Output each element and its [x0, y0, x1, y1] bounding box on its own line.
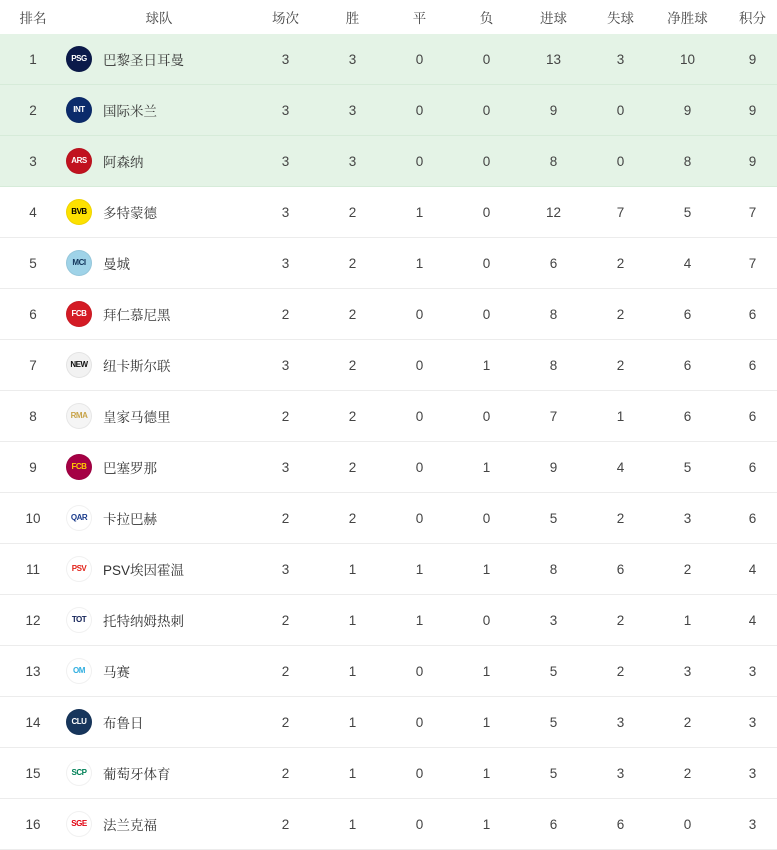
cell-win: 2 — [319, 187, 386, 238]
crest-label: BVB — [71, 207, 87, 216]
cell-loss: 1 — [453, 799, 520, 850]
header-row — [0, 0, 777, 34]
cell-goals-against: 0 — [587, 85, 654, 136]
cell-team[interactable] — [66, 799, 252, 850]
cell-draw: 0 — [386, 289, 453, 340]
crest-label: PSV — [71, 564, 87, 573]
table-row[interactable] — [0, 493, 777, 544]
team-name: 多特蒙德 — [103, 206, 157, 221]
cell-points: 7 — [721, 238, 777, 289]
table-row[interactable] — [0, 799, 777, 850]
cell-goal-diff: 2 — [654, 748, 721, 799]
cell-played: 3 — [252, 442, 319, 493]
cell-goal-diff: 8 — [654, 136, 721, 187]
inter-crest — [66, 97, 92, 123]
cell-goals-for: 5 — [520, 697, 587, 748]
cell-loss: 1 — [453, 442, 520, 493]
cell-rank: 1 — [0, 34, 66, 85]
cell-win: 1 — [319, 697, 386, 748]
team-name: 皇家马德里 — [103, 410, 171, 425]
cell-team[interactable] — [66, 697, 252, 748]
team-cell — [66, 505, 252, 531]
cell-draw: 0 — [386, 697, 453, 748]
qarabag-crest — [66, 505, 92, 531]
cell-goals-against: 2 — [587, 595, 654, 646]
table-row[interactable] — [0, 289, 777, 340]
cell-goal-diff: 2 — [654, 544, 721, 595]
frankfurt-crest — [66, 811, 92, 837]
cell-rank: 13 — [0, 646, 66, 697]
cell-rank: 7 — [0, 340, 66, 391]
table-row[interactable] — [0, 442, 777, 493]
cell-points: 9 — [721, 34, 777, 85]
cell-draw: 1 — [386, 544, 453, 595]
cell-win: 1 — [319, 646, 386, 697]
team-name: 法兰克福 — [103, 818, 157, 833]
cell-loss: 0 — [453, 595, 520, 646]
table-row[interactable] — [0, 646, 777, 697]
cell-team[interactable] — [66, 34, 252, 85]
cell-rank: 12 — [0, 595, 66, 646]
cell-draw: 0 — [386, 799, 453, 850]
cell-points: 3 — [721, 748, 777, 799]
cell-played: 2 — [252, 646, 319, 697]
team-name: 巴塞罗那 — [103, 461, 157, 476]
cell-played: 3 — [252, 544, 319, 595]
cell-draw: 1 — [386, 187, 453, 238]
cell-rank: 2 — [0, 85, 66, 136]
cell-points: 4 — [721, 544, 777, 595]
cell-draw: 0 — [386, 646, 453, 697]
table-row[interactable] — [0, 85, 777, 136]
team-cell — [66, 709, 252, 735]
cell-points: 3 — [721, 799, 777, 850]
column-header-rank: 排名 — [0, 0, 66, 34]
column-header-goal-diff: 净胜球 — [654, 0, 721, 34]
table-row[interactable] — [0, 136, 777, 187]
cell-goals-for: 8 — [520, 544, 587, 595]
team-name: 马赛 — [103, 665, 130, 680]
column-header-played: 场次 — [252, 0, 319, 34]
team-cell — [66, 658, 252, 684]
table-row[interactable] — [0, 748, 777, 799]
cell-team[interactable] — [66, 391, 252, 442]
cell-played: 2 — [252, 595, 319, 646]
crest-label: FCB — [71, 462, 87, 471]
team-name: 曼城 — [103, 257, 130, 272]
table-row[interactable] — [0, 544, 777, 595]
cell-rank: 9 — [0, 442, 66, 493]
crest-label: SCP — [71, 768, 87, 777]
cell-played: 2 — [252, 748, 319, 799]
cell-win: 1 — [319, 748, 386, 799]
column-header-team: 球队 — [66, 0, 252, 34]
cell-goals-for: 9 — [520, 85, 587, 136]
team-cell — [66, 403, 252, 429]
team-name: 国际米兰 — [103, 104, 157, 119]
cell-goal-diff: 5 — [654, 187, 721, 238]
cell-loss: 1 — [453, 646, 520, 697]
cell-goal-diff: 6 — [654, 289, 721, 340]
cell-goals-against: 3 — [587, 34, 654, 85]
table-row[interactable] — [0, 340, 777, 391]
team-cell — [66, 454, 252, 480]
cell-points: 6 — [721, 442, 777, 493]
column-header-draw: 平 — [386, 0, 453, 34]
arsenal-crest — [66, 148, 92, 174]
cell-goals-for: 8 — [520, 136, 587, 187]
cell-rank: 16 — [0, 799, 66, 850]
cell-team[interactable] — [66, 493, 252, 544]
cell-goal-diff: 3 — [654, 493, 721, 544]
cell-goals-against: 6 — [587, 799, 654, 850]
team-name: 阿森纳 — [103, 155, 144, 170]
cell-team[interactable] — [66, 238, 252, 289]
cell-rank: 5 — [0, 238, 66, 289]
cell-rank: 3 — [0, 136, 66, 187]
cell-draw: 0 — [386, 340, 453, 391]
team-name: 拜仁慕尼黑 — [103, 308, 171, 323]
cell-loss: 0 — [453, 187, 520, 238]
cell-goals-against: 2 — [587, 646, 654, 697]
crest-label: CLU — [71, 717, 87, 726]
cell-played: 2 — [252, 391, 319, 442]
cell-loss: 0 — [453, 238, 520, 289]
cell-played: 3 — [252, 340, 319, 391]
team-cell — [66, 250, 252, 276]
cell-goals-for: 5 — [520, 748, 587, 799]
cell-draw: 1 — [386, 595, 453, 646]
table-body — [0, 34, 777, 850]
cell-goal-diff: 3 — [654, 646, 721, 697]
cell-points: 9 — [721, 85, 777, 136]
crest-label: SGE — [71, 819, 87, 828]
cell-team[interactable] — [66, 748, 252, 799]
cell-goal-diff: 10 — [654, 34, 721, 85]
cell-points: 7 — [721, 187, 777, 238]
cell-draw: 0 — [386, 442, 453, 493]
cell-loss: 1 — [453, 340, 520, 391]
cell-played: 3 — [252, 34, 319, 85]
cell-team[interactable] — [66, 85, 252, 136]
cell-points: 3 — [721, 697, 777, 748]
table-row[interactable] — [0, 238, 777, 289]
team-cell — [66, 556, 252, 582]
cell-draw: 0 — [386, 136, 453, 187]
cell-goals-against: 7 — [587, 187, 654, 238]
column-header-loss: 负 — [453, 0, 520, 34]
cell-goals-against: 3 — [587, 697, 654, 748]
column-header-goals-against: 失球 — [587, 0, 654, 34]
psg-crest — [66, 46, 92, 72]
cell-goals-against: 2 — [587, 289, 654, 340]
team-name: 托特纳姆热刺 — [103, 614, 184, 629]
crest-label: NEW — [70, 360, 88, 369]
crest-label: ARS — [71, 156, 87, 165]
cell-win: 2 — [319, 493, 386, 544]
cell-rank: 4 — [0, 187, 66, 238]
cell-team[interactable] — [66, 289, 252, 340]
cell-rank: 10 — [0, 493, 66, 544]
cell-team[interactable] — [66, 340, 252, 391]
cell-goals-for: 12 — [520, 187, 587, 238]
crest-label: FCB — [71, 309, 87, 318]
cell-goal-diff: 9 — [654, 85, 721, 136]
cell-points: 4 — [721, 595, 777, 646]
cell-points: 6 — [721, 340, 777, 391]
cell-points: 3 — [721, 646, 777, 697]
crest-label: INT — [73, 105, 85, 114]
cell-win: 1 — [319, 799, 386, 850]
cell-goals-for: 5 — [520, 493, 587, 544]
cell-goals-against: 6 — [587, 544, 654, 595]
team-name: 卡拉巴赫 — [103, 512, 157, 527]
cell-points: 6 — [721, 493, 777, 544]
crest-label: RMA — [70, 411, 88, 420]
cell-draw: 0 — [386, 493, 453, 544]
cell-win: 3 — [319, 34, 386, 85]
cell-goals-for: 5 — [520, 646, 587, 697]
team-cell — [66, 352, 252, 378]
cell-points: 9 — [721, 136, 777, 187]
cell-win: 3 — [319, 136, 386, 187]
cell-loss: 1 — [453, 544, 520, 595]
cell-win: 1 — [319, 595, 386, 646]
tottenham-crest — [66, 607, 92, 633]
crest-label: OM — [73, 666, 85, 675]
cell-points: 6 — [721, 391, 777, 442]
bayern-crest — [66, 301, 92, 327]
cell-goals-against: 4 — [587, 442, 654, 493]
cell-goals-against: 1 — [587, 391, 654, 442]
cell-goal-diff: 0 — [654, 799, 721, 850]
team-cell — [66, 760, 252, 786]
cell-win: 2 — [319, 289, 386, 340]
team-name: 巴黎圣日耳曼 — [103, 53, 184, 68]
column-header-win: 胜 — [319, 0, 386, 34]
cell-win: 2 — [319, 442, 386, 493]
cell-played: 2 — [252, 799, 319, 850]
cell-draw: 1 — [386, 238, 453, 289]
cell-team[interactable] — [66, 595, 252, 646]
cell-goals-against: 2 — [587, 238, 654, 289]
cell-played: 3 — [252, 187, 319, 238]
team-cell — [66, 148, 252, 174]
newcastle-crest — [66, 352, 92, 378]
realmadrid-crest — [66, 403, 92, 429]
cell-goal-diff: 1 — [654, 595, 721, 646]
table-row[interactable] — [0, 34, 777, 85]
cell-rank: 6 — [0, 289, 66, 340]
team-name: PSV埃因霍温 — [103, 563, 185, 578]
cell-rank: 15 — [0, 748, 66, 799]
table-row[interactable] — [0, 595, 777, 646]
cell-goal-diff: 6 — [654, 391, 721, 442]
cell-goals-for: 8 — [520, 289, 587, 340]
mancity-crest — [66, 250, 92, 276]
table-header — [0, 0, 777, 34]
team-name: 布鲁日 — [103, 716, 144, 731]
cell-goals-against: 3 — [587, 748, 654, 799]
cell-goals-against: 0 — [587, 136, 654, 187]
cell-win: 1 — [319, 544, 386, 595]
crest-label: MCI — [72, 258, 86, 267]
cell-played: 3 — [252, 136, 319, 187]
team-name: 葡萄牙体育 — [103, 767, 171, 782]
team-cell — [66, 46, 252, 72]
cell-rank: 11 — [0, 544, 66, 595]
table-row[interactable] — [0, 697, 777, 748]
cell-goal-diff: 6 — [654, 340, 721, 391]
cell-loss: 0 — [453, 391, 520, 442]
cell-goals-against: 2 — [587, 340, 654, 391]
cell-loss: 0 — [453, 34, 520, 85]
cell-played: 2 — [252, 289, 319, 340]
column-header-goals-for: 进球 — [520, 0, 587, 34]
psv-crest — [66, 556, 92, 582]
cell-rank: 8 — [0, 391, 66, 442]
cell-rank: 14 — [0, 697, 66, 748]
cell-goals-for: 9 — [520, 442, 587, 493]
cell-goals-for: 6 — [520, 799, 587, 850]
cell-win: 2 — [319, 340, 386, 391]
crest-label: QAR — [70, 513, 88, 522]
team-cell — [66, 811, 252, 837]
cell-loss: 0 — [453, 289, 520, 340]
crest-label: PSG — [71, 54, 87, 63]
dortmund-crest — [66, 199, 92, 225]
cell-draw: 0 — [386, 748, 453, 799]
crest-label: TOT — [71, 615, 87, 624]
team-cell — [66, 199, 252, 225]
cell-draw: 0 — [386, 85, 453, 136]
brugge-crest — [66, 709, 92, 735]
cell-team[interactable] — [66, 646, 252, 697]
cell-goals-for: 6 — [520, 238, 587, 289]
column-header-points: 积分 — [721, 0, 777, 34]
cell-draw: 0 — [386, 391, 453, 442]
team-cell — [66, 607, 252, 633]
table-row[interactable] — [0, 187, 777, 238]
cell-loss: 0 — [453, 85, 520, 136]
cell-played: 3 — [252, 238, 319, 289]
cell-played: 3 — [252, 85, 319, 136]
cell-loss: 0 — [453, 493, 520, 544]
cell-team[interactable] — [66, 442, 252, 493]
team-cell — [66, 97, 252, 123]
cell-loss: 1 — [453, 697, 520, 748]
cell-played: 2 — [252, 697, 319, 748]
cell-points: 6 — [721, 289, 777, 340]
cell-team[interactable] — [66, 544, 252, 595]
cell-win: 2 — [319, 238, 386, 289]
cell-win: 3 — [319, 85, 386, 136]
cell-draw: 0 — [386, 34, 453, 85]
cell-team[interactable] — [66, 187, 252, 238]
cell-goals-for: 8 — [520, 340, 587, 391]
table-row[interactable] — [0, 391, 777, 442]
cell-goals-for: 7 — [520, 391, 587, 442]
cell-goal-diff: 2 — [654, 697, 721, 748]
barcelona-crest — [66, 454, 92, 480]
team-name: 纽卡斯尔联 — [103, 359, 171, 374]
cell-goals-for: 13 — [520, 34, 587, 85]
cell-played: 2 — [252, 493, 319, 544]
cell-goals-for: 3 — [520, 595, 587, 646]
cell-goal-diff: 5 — [654, 442, 721, 493]
cell-loss: 1 — [453, 748, 520, 799]
cell-team[interactable] — [66, 136, 252, 187]
sporting-crest — [66, 760, 92, 786]
cell-goal-diff: 4 — [654, 238, 721, 289]
cell-win: 2 — [319, 391, 386, 442]
cell-goals-against: 2 — [587, 493, 654, 544]
marseille-crest — [66, 658, 92, 684]
team-cell — [66, 301, 252, 327]
cell-loss: 0 — [453, 136, 520, 187]
